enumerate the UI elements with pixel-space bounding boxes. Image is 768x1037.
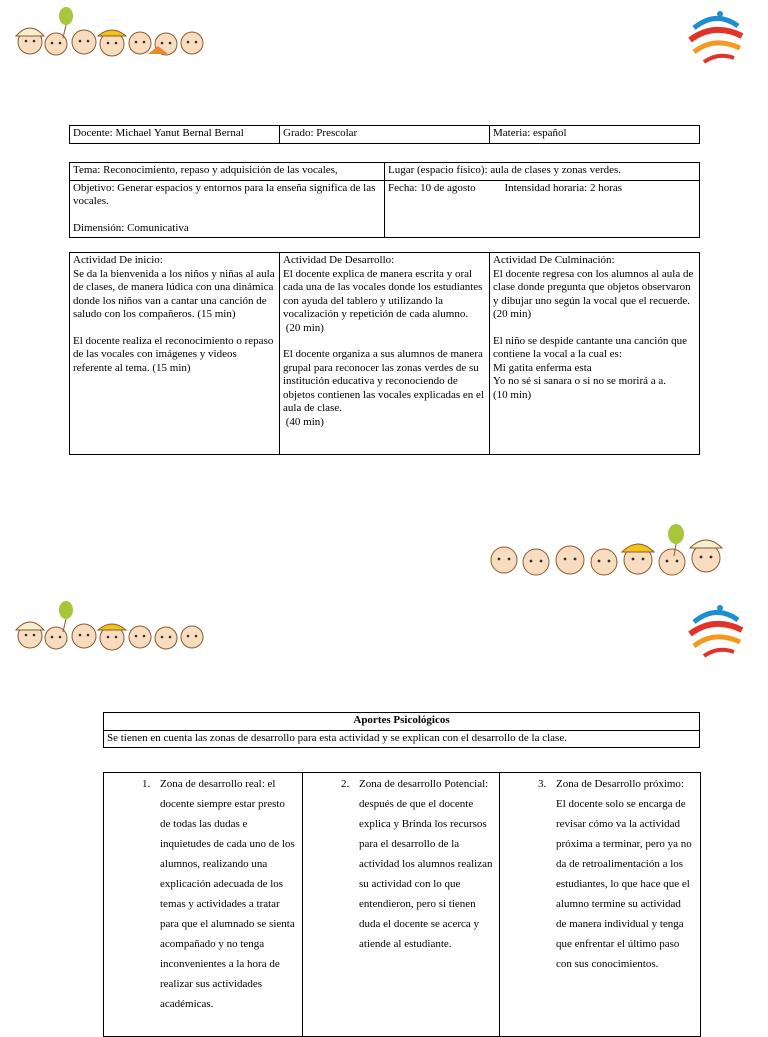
development-activity-p2-time: (40 min): [283, 415, 324, 428]
zone-proximal-cell: [500, 773, 701, 1037]
dimension-text: Dimensión: Comunicativa: [73, 221, 189, 234]
objective-text: Objetivo: Generar espacios y entornos para la enseña significa de las vocales.: [73, 181, 376, 207]
closing-activity-p2: El niño se despide cantante una canción que contiene la vocal a la cual es:: [493, 334, 687, 360]
kids-banner-illustration: [8, 6, 218, 58]
school-logo-icon: [684, 8, 748, 68]
zone-2-number: 2.: [341, 778, 350, 790]
kids-banner-illustration-page2: [8, 600, 218, 652]
zone-2-text: Zona de desarrollo Potencial: después de que el docente explica y Brinda los recursos para el desarrollo de la actividad los alumnos realizan su actividad con lo que entendieron, pero si tienen duda el docente se acerca y atiende al estudiante.: [359, 778, 493, 950]
zones-table: [103, 772, 701, 1037]
development-activity-p1-time: (20 min): [283, 321, 324, 334]
school-logo-icon-page2: [684, 602, 748, 662]
zone-3-number: 3.: [538, 778, 547, 790]
grade-cell: Grado: Prescolar: [280, 126, 490, 144]
start-activity-title: Actividad De inicio:: [73, 254, 163, 266]
kids-banner-illustration-right: [478, 522, 744, 582]
closing-song-line-2: Yo no sé si sanara o si no se morirá a a.: [493, 375, 667, 387]
zone-1-number: 1.: [142, 778, 151, 790]
start-activity-cell: [70, 253, 280, 455]
closing-activity-cell: [490, 253, 700, 455]
start-activity-p2: El docente realiza el reconocimiento o repaso de las vocales con imágenes y videos referente al tema. (15 min): [73, 334, 274, 374]
topic-table: [69, 162, 700, 238]
zone-3-text: Zona de Desarrollo próximo: El docente solo se encarga de revisar cómo va la actividad próxima a terminar, pero ya no da de retroalimentación a los estudiantes, lo que hace que el alumno termine su actividad de manera individual y tenga que enfrentar el último paso con sus conocimientos.: [556, 778, 692, 970]
teacher-cell: Docente: Michael Yanut Bernal Bernal: [70, 126, 280, 144]
date-text: Fecha: 10 de agosto: [388, 181, 476, 194]
zone-real-cell: [104, 773, 303, 1037]
place-cell: Lugar (espacio físico): aula de clases y zonas verdes.: [385, 163, 700, 181]
objective-cell: [70, 180, 385, 238]
date-cell: [385, 180, 700, 238]
development-activity-p2: El docente organiza a sus alumnos de manera grupal para reconocer las zonas verdes de su institución educativa y reconociendo de objetos contienen las vocales explicadas en el aula de clase.: [283, 348, 484, 414]
development-activity-title: Actividad De Desarrollo:: [283, 254, 395, 266]
closing-activity-title: Actividad De Culminación:: [493, 254, 615, 266]
closing-activity-p1: El docente regresa con los alumnos al aula de clase donde pregunta que objetos observaron y dibujar uno según la vocal que el recuerde. (20 min): [493, 267, 694, 320]
topic-cell: Tema: Reconocimiento, repaso y adquisición de las vocales,: [70, 163, 385, 181]
zone-potential-cell: [303, 773, 500, 1037]
zone-1-text: Zona de desarrollo real: el docente siempre estar presto de todas las dudas e inquietudes de cada uno de los alumnos, realizando una explicación adecuada de los temas y actividades a tratar para que el alumnado se sienta acompañado y no tenga inconvenientes a la hora de realizar sus actividades académicas.: [160, 778, 295, 1010]
aportes-title: Aportes Psicológicos: [104, 713, 700, 731]
hours-text: Intensidad horaria: 2 horas: [504, 181, 623, 194]
aportes-intro: Se tienen en cuenta las zonas de desarrollo para esta actividad y se explican con el desarrollo de la clase.: [104, 730, 700, 748]
closing-activity-time: (10 min): [493, 388, 532, 401]
subject-cell: Materia: español: [490, 126, 700, 144]
closing-song-line-1: Mi gatita enferma esta: [493, 361, 592, 374]
development-activity-cell: [280, 253, 490, 455]
header-table: [69, 125, 700, 144]
development-activity-p1: El docente explica de manera escrita y oral cada una de las vocales donde los estudiantes con ayuda del tablero y utilizando la vocalización y repetición de cada alumno.: [283, 267, 483, 320]
activities-table: [69, 252, 700, 455]
start-activity-p1: Se da la bienvenida a los niños y niñas al aula de clases, de manera lúdica con una dinámica donde los niños van a cantar una canción de saludo con los compañeros. (15 min): [73, 267, 275, 320]
aportes-table: [103, 712, 700, 748]
